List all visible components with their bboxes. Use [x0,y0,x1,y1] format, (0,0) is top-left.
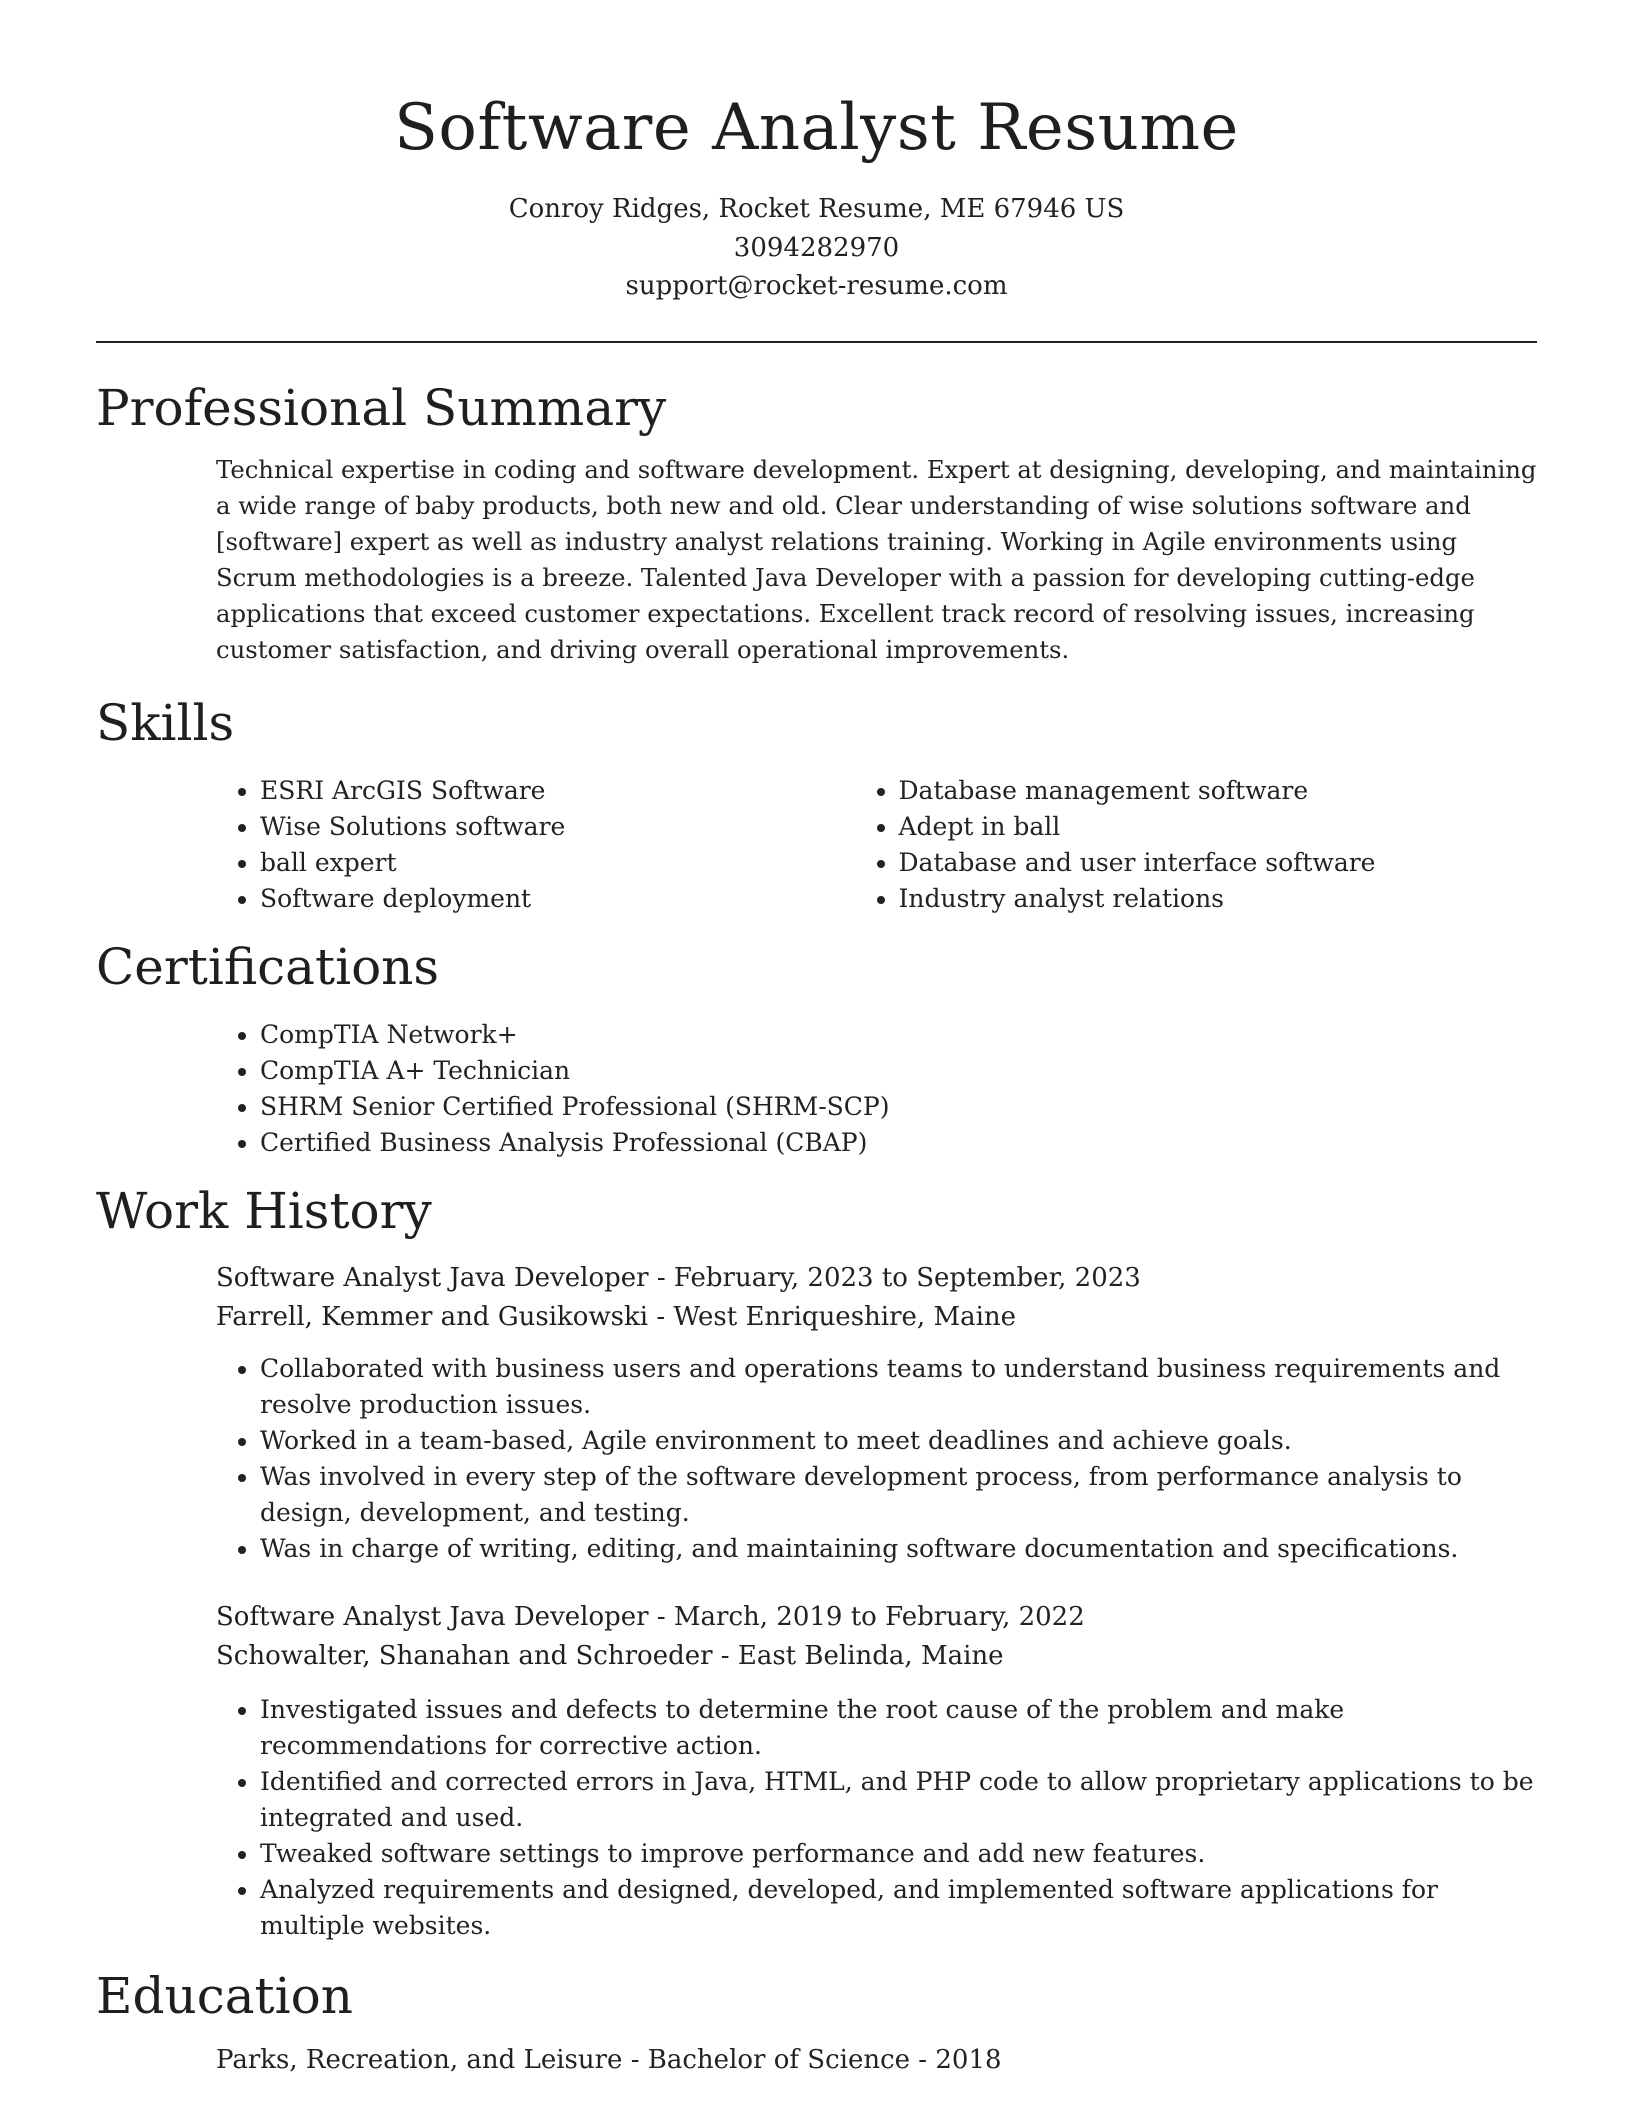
job-dates: - March, 2019 to February, 2022 [648,1601,1085,1632]
job-entry [96,1598,1537,1944]
resume-title: Software Analyst Resume [394,91,1239,165]
job-company-line [216,1637,1537,1676]
job-duty: • Investigated issues and defects to determine the root cause of the problem and make recommendations for corrective action. [260,1692,1537,1764]
skill-item: • Industry analyst relations [899,881,1538,917]
job-company: Farrell, Kemmer and Gusikowski [216,1301,649,1332]
job-company-line [216,1298,1537,1337]
job-duty: • Identified and corrected errors in Java, HTML, and PHP code to allow proprietary applications to be integrated and used. [260,1764,1537,1836]
education-field: Parks, Recreation, and Leisure [216,2044,623,2075]
job-role: Software Analyst Java Developer [216,1601,649,1632]
education-line [216,2042,1537,2078]
job-company: Schowalter, Shanahan and Schroeder [216,1640,713,1671]
education-heading: Education [96,1966,353,2025]
certification-item: • SHRM Senior Certified Professional (SHRM-SCP) [260,1089,1537,1125]
job-dates: - February, 2023 to September, 2023 [648,1262,1141,1293]
job-duty: • Analyzed requirements and designed, developed, and implemented software applications for multiple websites. [260,1872,1537,1944]
job-entry [96,1259,1537,1567]
skill-item: • Software deployment [260,881,899,917]
certifications-heading: Certifications [96,937,440,996]
email-text: support@rocket-resume.com [625,271,1008,301]
skill-item: • Database management software [899,773,1538,809]
job-duty: • Was involved in every step of the software development process, from performance analysis to design, development, and testing. [260,1459,1537,1531]
job-location: - East Belinda, Maine [712,1640,1004,1671]
job-duty: • Collaborated with business users and operations teams to understand business requirements and resolve production issues. [260,1351,1537,1423]
job-duties-list [96,1692,1537,1944]
skill-item: • ESRI ArcGIS Software [260,773,899,809]
contact-block [96,190,1537,306]
header-divider [96,341,1537,343]
job-duty: • Worked in a team-based, Agile environment to meet deadlines and achieve goals. [260,1423,1537,1459]
job-title-line [216,1598,1537,1637]
skill-item: • Wise Solutions software [260,809,899,845]
skills-heading: Skills [96,693,235,752]
job-duties-list [96,1351,1537,1567]
skill-item: • Adept in ball [899,809,1538,845]
skills-column-right [899,773,1538,917]
work-history-heading: Work History [96,1181,432,1240]
skills-column-left [96,773,899,917]
certifications-list [96,1017,1537,1161]
summary-text: Technical expertise in coding and software development. Expert at designing, developing, and maintaining a wide range of baby products, both new and old. Clear understanding of wise solutions software and [software] expert as well as industry analyst relations training. Working in Agile environments using Scrum methodologies is a breeze. Talented Java Developer with a passion for developing cutting-edge applications that exceed customer expectations. Excellent track record of resolving issues, increasing customer satisfaction, and driving overall operational improvements. [216,454,1537,664]
skill-item: • ball expert [260,845,899,881]
job-duty: • Was in charge of writing, editing, and maintaining software documentation and specifications. [260,1531,1537,1567]
education-degree: - Bachelor of Science - 2018 [622,2044,1002,2075]
job-title-line [216,1259,1537,1298]
certification-item: • CompTIA A+ Technician [260,1053,1537,1089]
job-role: Software Analyst Java Developer [216,1262,649,1293]
address-text: Conroy Ridges, Rocket Resume, ME 67946 US [508,194,1125,224]
summary-heading: Professional Summary [96,378,667,437]
skill-item: • Database and user interface software [899,845,1538,881]
certification-item: • CompTIA Network+ [260,1017,1537,1053]
certification-item: • Certified Business Analysis Professional (CBAP) [260,1125,1537,1161]
resume-page [96,0,1537,2078]
job-duty: • Tweaked software settings to improve performance and add new features. [260,1836,1537,1872]
skills-list [96,773,1537,917]
phone-text: 3094282970 [733,232,900,263]
job-location: - West Enriqueshire, Maine [648,1301,1017,1332]
